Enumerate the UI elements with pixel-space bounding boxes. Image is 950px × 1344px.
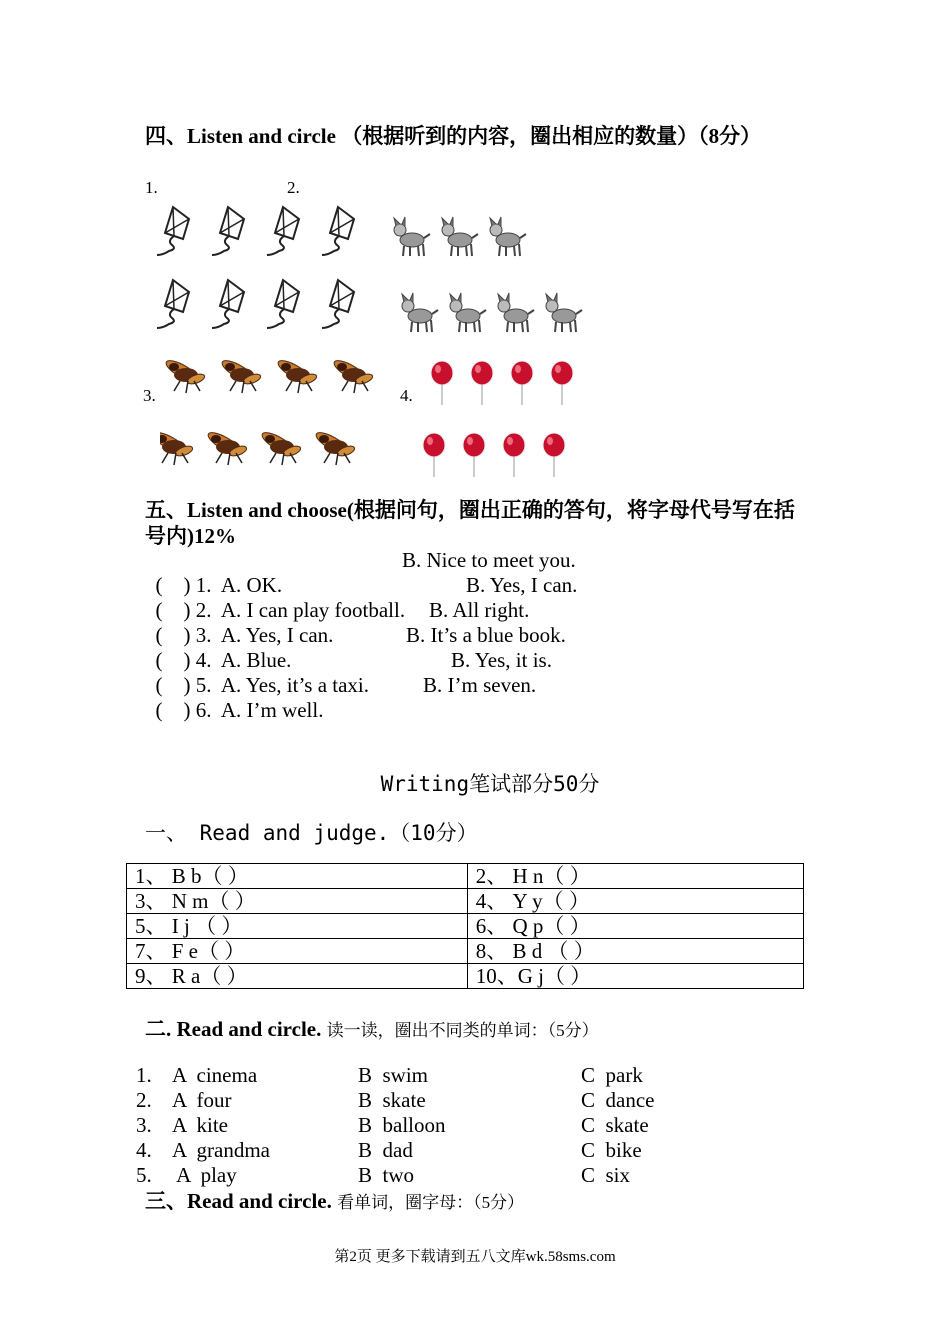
judge-cell: 9、 R a（ ） [127, 964, 468, 989]
page-footer: 第2页 更多下载请到五八文库wk.58sms.com [334, 1249, 616, 1265]
judge-cell: 7、 F e（ ） [127, 939, 468, 964]
judge-cell: 8、 B d （ ） [467, 939, 803, 964]
choice-b: B two [358, 1163, 415, 1187]
choice-c: C park [581, 1063, 643, 1087]
question-5-b: B. Yes, it is. [451, 648, 552, 672]
table-row [127, 889, 804, 914]
question-6-a: ( ) 6. A. I’m well. [155, 698, 324, 722]
read-and-judge-title: 一、 Read and judge.（10分） [145, 821, 478, 845]
table-row [127, 939, 804, 964]
question-4-b: B. It’s a blue book. [406, 623, 566, 647]
choice-a: A cinema [172, 1063, 258, 1087]
read-and-circle-3-note: 看单词，圈字母：（5分） [337, 1193, 525, 1212]
question-1-a: ( ) 1. A. OK. [155, 573, 283, 597]
bees-image-group [160, 345, 390, 475]
judge-cell: 5、 I j （ ） [127, 914, 468, 939]
judge-cell: 1、 B b（ ） [127, 864, 468, 889]
read-and-circle-3-title [145, 1185, 524, 1215]
choice-a: A play [172, 1163, 237, 1187]
table-row [127, 864, 804, 889]
read-and-circle-label: 二. Read and circle. [145, 1017, 322, 1041]
item-2-label: 2. [287, 178, 300, 197]
read-and-circle-3-label: 三、Read and circle. [145, 1189, 332, 1213]
choice-c: C six [581, 1163, 631, 1187]
choice-c: C bike [581, 1138, 642, 1162]
choice-number: 4. [136, 1138, 152, 1162]
item-1-label: 1. [145, 178, 158, 197]
judge-cell: 6、 Q p（ ） [467, 914, 803, 939]
dogs-image-group [388, 210, 588, 340]
balloons-image-group [420, 355, 590, 480]
choice-b: B dad [358, 1138, 413, 1162]
judge-cell: 4、 Y y（ ） [467, 889, 803, 914]
question-2-b: B. Yes, I can. [466, 573, 578, 597]
judge-cell: 10、G j（ ） [467, 964, 803, 989]
question-2-a: ( ) 2. A. I can play football. [155, 598, 406, 622]
choice-b: B skate [358, 1088, 426, 1112]
choice-row-2 [136, 1088, 836, 1113]
question-row-6 [145, 673, 845, 748]
question-4-a: ( ) 4. A. Blue. [155, 648, 292, 672]
choice-number: 5. [136, 1163, 152, 1187]
question-6-b: B. I’m seven. [423, 673, 537, 697]
choice-row-1 [136, 1063, 836, 1088]
item-4-label: 4. [400, 386, 413, 405]
choice-number: 2. [136, 1088, 152, 1112]
choice-number: 3. [136, 1113, 152, 1137]
question-1-b: B. Nice to meet you. [402, 548, 576, 572]
question-3-b: B. All right. [429, 598, 530, 622]
choice-c: C skate [581, 1113, 649, 1137]
choice-a: A kite [172, 1113, 228, 1137]
judge-cell: 3、 N m（ ） [127, 889, 468, 914]
table-row [127, 964, 804, 989]
choice-row-4 [136, 1138, 836, 1163]
judge-table [126, 863, 804, 989]
writing-section-title: Writing笔试部分50分 [380, 772, 600, 796]
section-4-title: 四、Listen and circle （根据听到的内容，圈出相应的数量）（8分） [145, 124, 762, 148]
table-row [127, 914, 804, 939]
choice-b: B swim [358, 1063, 429, 1087]
judge-cell: 2、 H n（ ） [467, 864, 803, 889]
read-and-circle-title [145, 1013, 599, 1043]
choice-c: C dance [581, 1088, 655, 1112]
question-3-a: ( ) 3. A. Yes, I can. [155, 623, 334, 647]
choice-b: B balloon [358, 1113, 446, 1137]
choice-number: 1. [136, 1063, 152, 1087]
question-5-a: ( ) 5. A. Yes, it’s a taxi. [155, 673, 370, 697]
choice-a: A four [172, 1088, 232, 1112]
choice-a: A grandma [172, 1138, 270, 1162]
section-5-title: 五、Listen and choose(根据问句，圈出正确的答句，将字母代号写在括号内)12% [145, 498, 795, 548]
kites-image-group [148, 200, 368, 335]
choice-row-3 [136, 1113, 836, 1138]
read-and-circle-note: 读一读，圈出不同类的单词：（5分） [326, 1021, 599, 1040]
item-3-label: 3. [143, 386, 156, 405]
